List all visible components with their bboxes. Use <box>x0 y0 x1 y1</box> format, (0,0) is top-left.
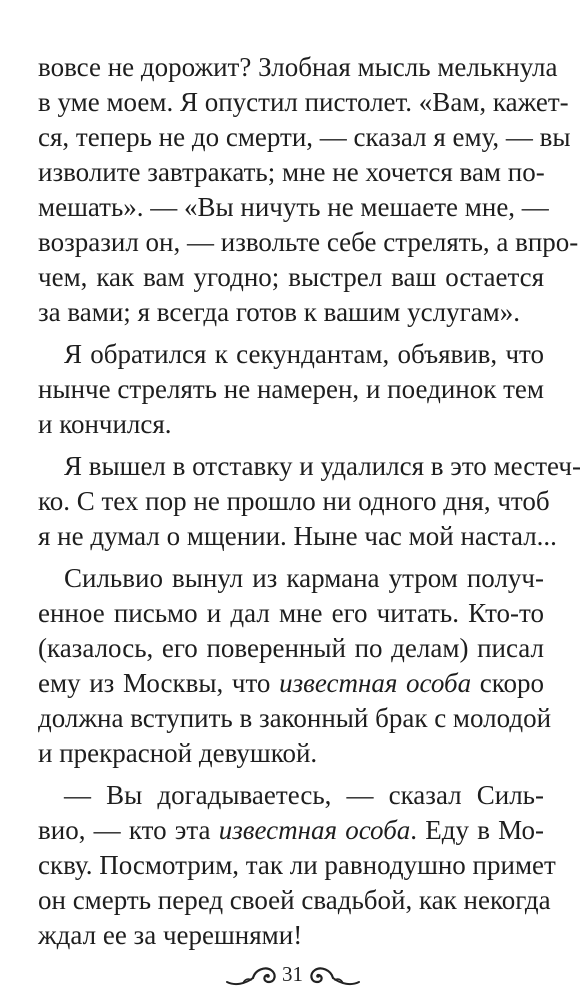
italic-phrase: известная особа <box>279 668 472 698</box>
text-line: Я обратился к секундантам, объявив, что <box>64 339 544 369</box>
text-line: вовсе не дорожит? Злобная мысль мелькнула <box>38 52 558 82</box>
text-line: изволите завтракать; мне не хочется вам по- <box>38 157 545 187</box>
text-line: Я вышел в отставку и удалился в это местеч- <box>64 451 581 481</box>
paragraph-gap <box>38 554 544 561</box>
text-line: вио, — кто эта известная особа. Еду в Мо- <box>38 815 544 845</box>
text-line: за вами; я всегда готов к вашим услугам». <box>38 297 520 327</box>
text-line: ему из Москвы, что известная особа скоро <box>38 668 544 698</box>
right-flourish-ornament-icon <box>305 960 361 990</box>
text-line: возразил он, — извольте себе стрелять, а впро- <box>38 227 579 257</box>
text-line: нынче стрелять не намерен, и поединок тем <box>38 374 544 404</box>
paragraph-gap <box>38 330 544 337</box>
text-line: ждал ее за черешнями! <box>38 920 303 950</box>
text-line: и кончился. <box>38 409 172 439</box>
text-line: ся, теперь не до смерти, — сказал я ему, — вы <box>38 122 571 152</box>
paragraph-gap <box>38 771 544 778</box>
paragraph <box>38 561 552 771</box>
book-page-text <box>38 50 581 953</box>
text-line: (казалось, его поверенный по делам) писал <box>38 633 544 663</box>
text-line: и прекрасной девушкой. <box>38 738 318 768</box>
paragraph <box>38 778 556 953</box>
paragraph <box>38 449 581 554</box>
text-line: Сильвио вынул из кармана утром получ- <box>64 563 544 593</box>
text-line: чем, как вам угодно; выстрел ваш остается <box>38 262 544 292</box>
text-line: — Вы догадываетесь, — сказал Силь- <box>64 780 544 810</box>
text-line: енное письмо и дал мне его читать. Кто-то <box>38 598 544 628</box>
paragraph <box>38 337 544 442</box>
paragraph-gap <box>38 442 544 449</box>
text-line: должна вступить в законный брак с молодой <box>38 703 552 733</box>
text-line: скву. Посмотрим, так ли равнодушно примет <box>38 850 556 880</box>
text-line: в уме моем. Я опустил пистолет. «Вам, кажет- <box>38 87 569 117</box>
text-line: он смерть перед своей свадьбой, как некогда <box>38 885 551 915</box>
page-number: 31 <box>282 962 303 986</box>
text-line: ко. С тех пор не прошло ни одного дня, чтоб <box>38 486 550 516</box>
text-line: я не думал о мщении. Ныне час мой настал... <box>38 521 557 551</box>
italic-phrase: известная особа <box>218 815 411 845</box>
page-footer <box>0 960 585 990</box>
text-line: мешать». — «Вы ничуть не мешаете мне, — <box>38 192 549 222</box>
paragraph <box>38 50 579 330</box>
